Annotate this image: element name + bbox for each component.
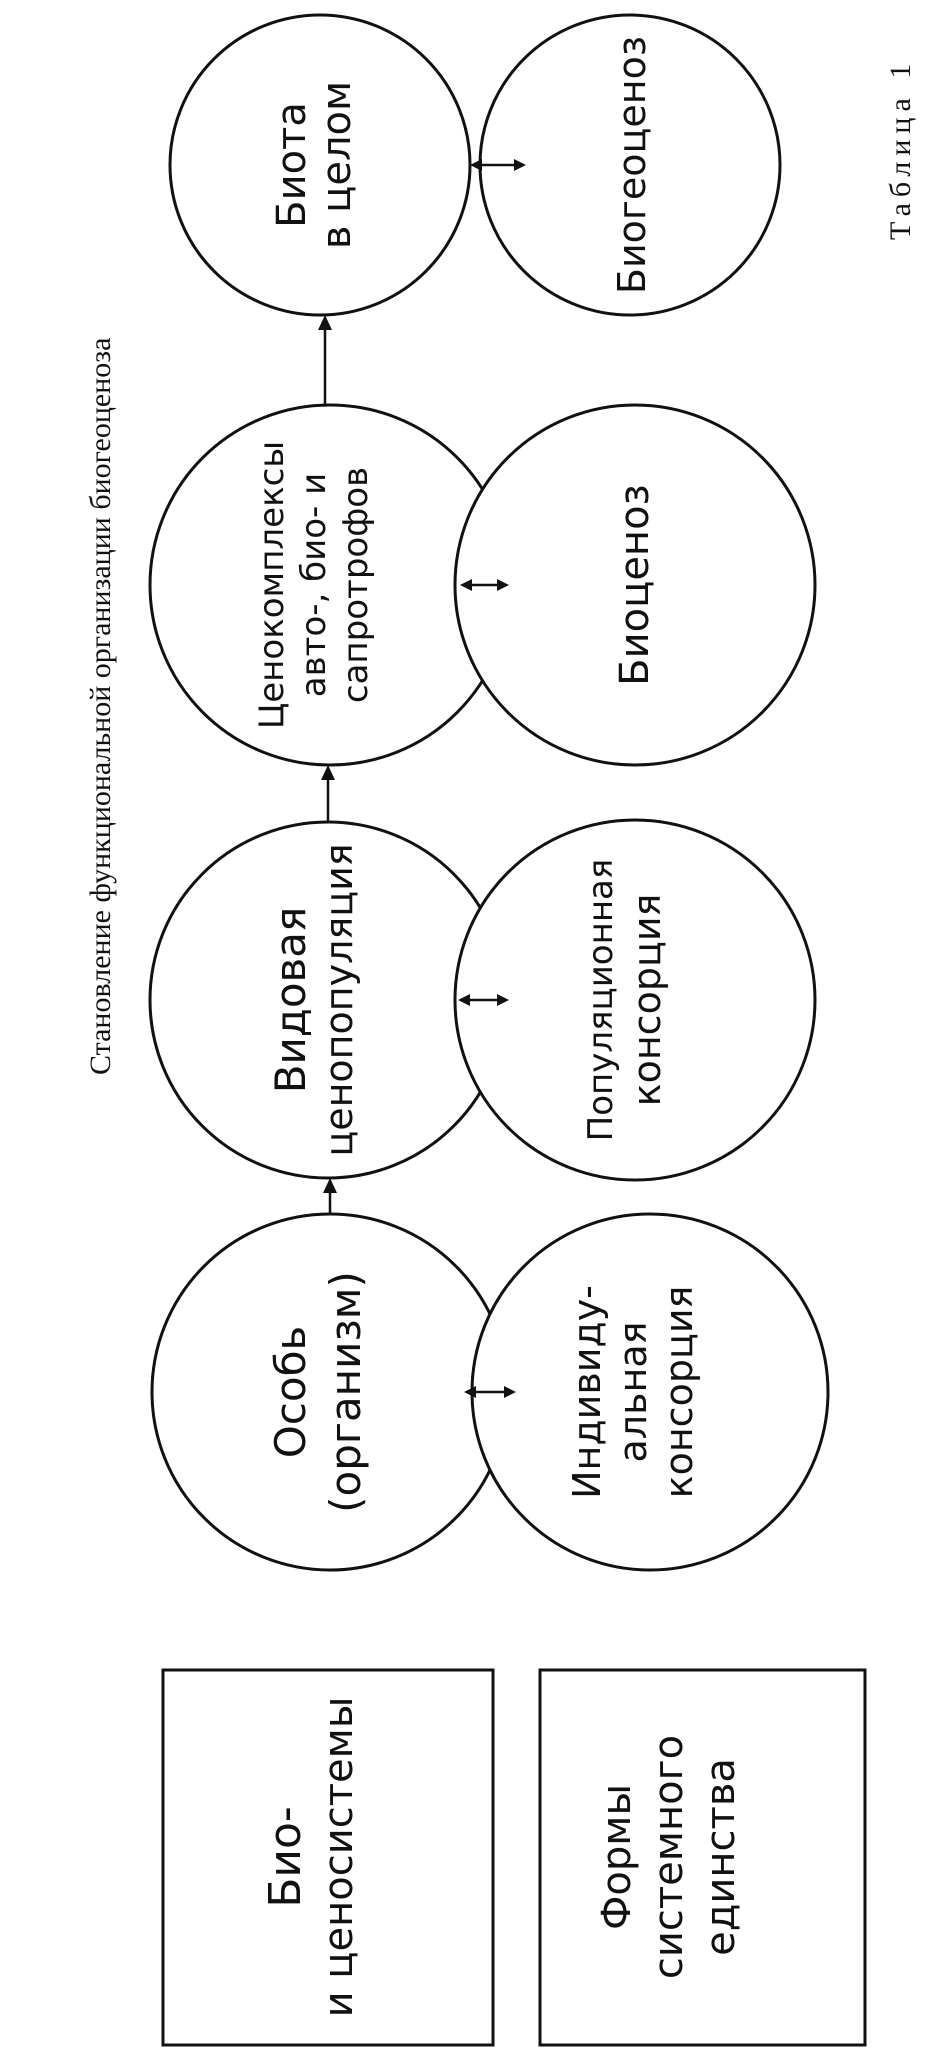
node-biota-whole [170,15,470,315]
progression-arrow-1 [323,1178,337,1214]
row-header-system-unity [540,1670,865,2045]
node-biogeocenosis-label: Биогеоценоз [610,35,654,295]
node-biocenosis-label: Биоценоз [612,484,658,686]
table-label: Таблица 1 [884,57,917,240]
row-header-bottom-line-1: Формы [594,1783,640,1931]
row-header-bio-cenosystems [163,1670,493,2045]
node-species-line-1: Видовая [266,906,315,1094]
node-pop-consortium-line-1: Популяционная [581,858,621,1142]
row-header-bottom-line-2: системного [646,1734,692,1980]
node-cenocomplexes-line-3: сапротрофов [336,466,376,704]
node-indiv-consortium-line-2: альная [611,1321,655,1463]
row-header-top-line-1: Био- [260,1806,311,1908]
progression-arrow-3 [318,315,332,405]
node-cenocomplexes-line-1: Ценокомплексы [252,440,292,730]
node-species-cenopopulation [150,822,506,1178]
progression-arrow-2 [321,765,335,822]
node-species-line-2: ценопопуляция [317,843,361,1157]
node-individual-line-2: (организм) [321,1271,370,1513]
node-pop-consortium-line-2: консорция [625,893,669,1107]
node-indiv-consortium-line-3: консорция [657,1285,701,1499]
row-header-top-line-2: и ценосистемы [316,1696,362,2018]
node-indiv-consortium-line-1: Индивиду- [565,1285,609,1499]
node-individual-consortium [472,1214,828,1570]
node-individual-line-1: Особь [266,1325,315,1459]
node-individual [152,1214,508,1570]
node-biota-line-1: Биота [269,102,315,228]
node-cenocomplexes-line-2: авто-, био- и [294,472,334,698]
node-biota-line-2: в целом [314,80,360,250]
diagram-title: Становление функциональной организации биогеоценоза [84,337,117,1075]
row-header-bottom-line-3: единства [698,1758,744,1956]
